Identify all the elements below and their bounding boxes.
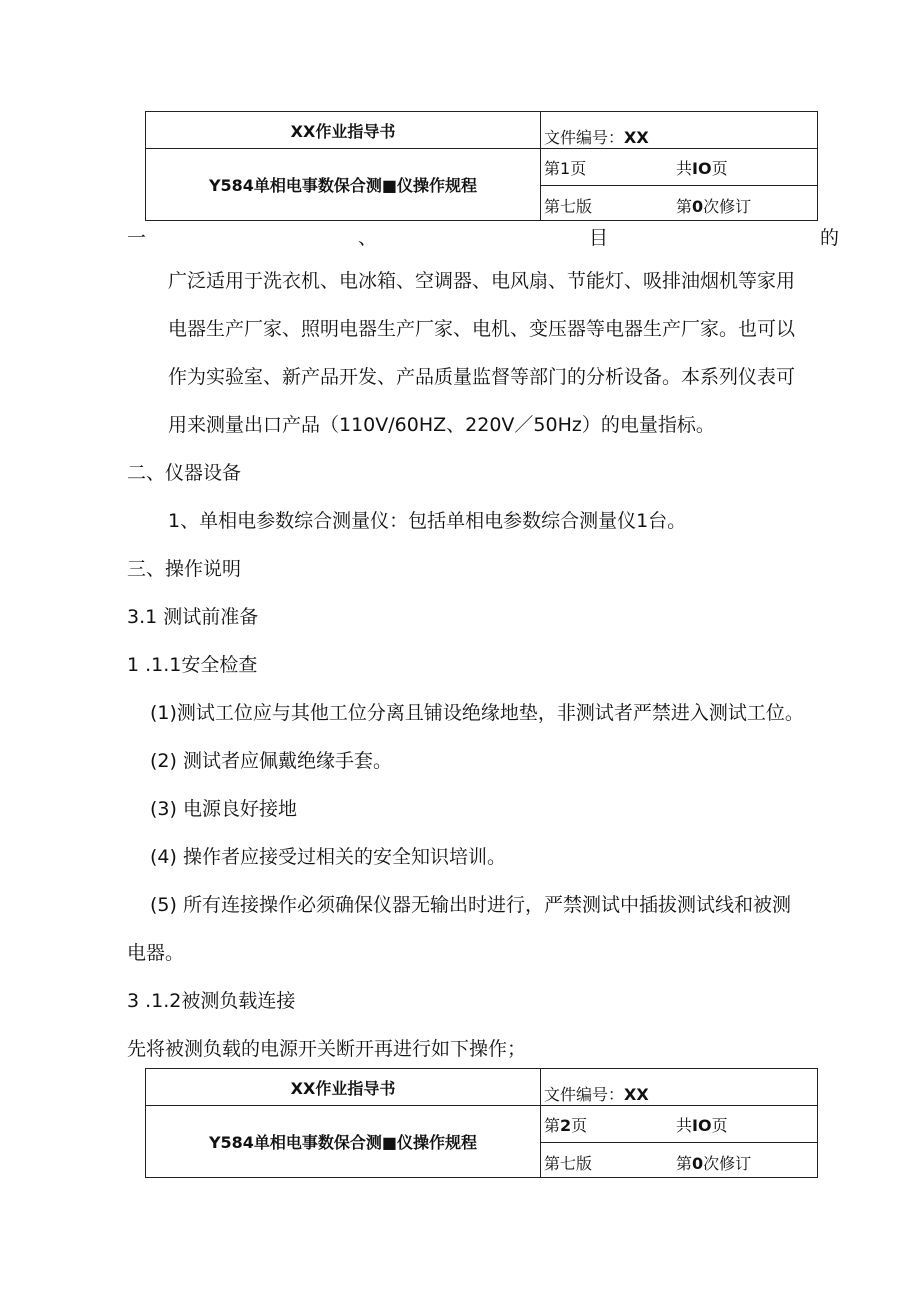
safety-item: (5) 所有连接操作必须确保仪器无输出时进行，严禁测试中插拔测试线和被测 — [150, 894, 791, 916]
header-table-top — [145, 111, 818, 221]
total-pages: 共IO页 — [676, 1116, 728, 1135]
safety-item: (3) 电源良好接地 — [150, 798, 297, 820]
load-connection-text: 先将被测负载的电源开关断开再进行如下操作； — [127, 1038, 527, 1060]
paragraph-line: 电器生产厂家、照明电器生产厂家、电机、变压器等电器生产厂家。也可以 — [168, 318, 796, 340]
file-number: 文件编号：XX — [544, 1085, 649, 1104]
section-heading-purpose — [127, 226, 839, 250]
heading-char: 的 — [819, 227, 839, 249]
paragraph-line: 用来测量出口产品（110V/60HZ、220V／50Hz）的电量指标。 — [168, 414, 715, 436]
version: 第七版 — [544, 197, 593, 216]
total-pages: 共IO页 — [676, 159, 728, 178]
file-number: 文件编号：XX — [544, 128, 649, 147]
heading-char: 目 — [588, 227, 608, 249]
paragraph-line: 广泛适用于洗衣机、电冰箱、空调器、电风扇、节能灯、吸排油烟机等家用 — [168, 270, 796, 292]
safety-item: (2) 测试者应佩戴绝缘手套。 — [150, 750, 392, 772]
section-heading-equipment: 二、仪器设备 — [127, 462, 242, 484]
section-heading-operation: 三、操作说明 — [127, 558, 242, 580]
safety-item: (1)测试工位应与其他工位分离且铺设绝缘地垫，非测试者严禁进入测试工位。 — [150, 702, 804, 724]
header-title: XX作业指导书 — [290, 122, 396, 141]
revision: 第0次修订 — [676, 1154, 752, 1173]
page-number: 第2页 — [544, 1116, 588, 1135]
version: 第七版 — [544, 1154, 593, 1173]
header-title: XX作业指导书 — [290, 1079, 396, 1098]
paragraph-line: 作为实验室、新产品开发、产品质量监督等部门的分析设备。本系列仪表可 — [168, 366, 796, 388]
subsection-heading: 1 .1.1安全检查 — [127, 654, 258, 676]
safety-item-continued: 电器。 — [127, 942, 185, 964]
heading-char: 一 — [127, 227, 147, 249]
document-title: Y584单相电事数保合测■仪操作规程 — [208, 176, 478, 195]
heading-char: 、 — [357, 227, 377, 249]
safety-item: (4) 操作者应接受过相关的安全知识培训。 — [150, 846, 506, 868]
revision: 第0次修订 — [676, 197, 752, 216]
header-table-bottom — [145, 1068, 818, 1178]
subsection-heading: 3.1 测试前准备 — [127, 606, 259, 628]
equipment-item: 1、单相电参数综合测量仪：包括单相电参数综合测量仪1台。 — [168, 510, 687, 532]
page-number: 第1页 — [544, 159, 587, 178]
document-title: Y584单相电事数保合测■仪操作规程 — [208, 1133, 478, 1152]
subsection-heading: 3 .1.2被测负载连接 — [127, 990, 296, 1012]
